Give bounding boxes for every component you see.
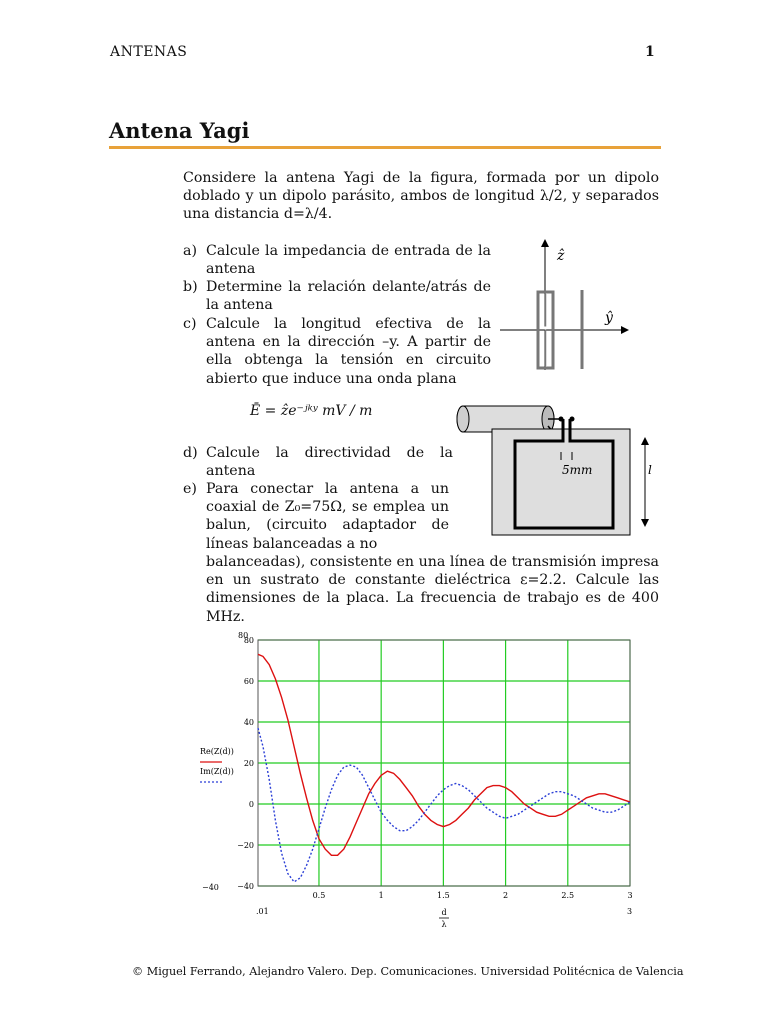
question-e: [183, 480, 449, 553]
question-a: [183, 242, 491, 278]
running-header: ANTENAS: [110, 44, 188, 60]
y-tick-label: −20: [237, 841, 254, 850]
question-text: Calcule la directividad de la antena: [206, 445, 453, 480]
x-axis-label-numerator: d: [441, 908, 447, 917]
x-tick-label: 2.5: [561, 891, 575, 900]
yagi-antenna-figure: [495, 232, 635, 372]
x-tick-label: 2: [503, 891, 509, 900]
y-tick-label: 80: [243, 636, 254, 645]
x-range-end-label: 3: [627, 907, 633, 916]
electric-field-formula: Ē = ẑe⁻ʲᵏʸ mV / m: [250, 403, 373, 419]
chart-legend: [200, 747, 234, 782]
series-re-line: [258, 654, 630, 855]
section-title: Antena Yagi: [109, 118, 250, 143]
y-tick-label: 60: [243, 677, 254, 686]
y-tick-label: 40: [243, 718, 254, 727]
question-label: a): [183, 243, 197, 259]
impedance-chart: [190, 628, 650, 938]
question-text: Para conectar la antena a un coaxial de Z₀=75Ω, se emplea un balun, (circuito adaptador de líneas balanceadas a no: [206, 481, 449, 552]
chart-series: [258, 654, 630, 882]
question-label: b): [183, 279, 198, 295]
page-footer: © Miguel Ferrando, Alejandro Valero. Dep. Comunicaciones. Universidad Politécnica de Valencia: [132, 965, 684, 978]
z-axis-label: ẑ: [557, 248, 565, 264]
question-text: Calcule la impedancia de entrada de la antena: [206, 243, 491, 278]
y-min-corner-label: −40: [202, 883, 219, 892]
question-b: [183, 278, 491, 314]
y-tick-label: 20: [243, 759, 254, 768]
coaxial-cable: [457, 406, 575, 432]
gap-label: 5mm: [562, 463, 593, 477]
chart-ticks: [237, 636, 632, 900]
question-label: d): [183, 445, 198, 461]
chart-grid: [258, 640, 630, 886]
question-text: Determine la relación delante/atrás de la antena: [206, 279, 491, 314]
x-tick-label: 1.5: [437, 891, 450, 900]
length-label: l: [648, 463, 652, 477]
question-e-continuation: balanceadas), consistente en una línea de transmisión impresa en un sustrato de constante dieléctrica ε=2.2. Calcule las dimensiones de la placa. La frecuencia de trabajo es de 400 MHz.: [206, 554, 659, 625]
x-range-start-label: .01: [256, 907, 269, 916]
question-label: e): [183, 481, 197, 497]
question-label: c): [183, 316, 197, 332]
y-tick-label: 0: [248, 800, 254, 809]
question-d: [183, 444, 453, 480]
series-im-line: [258, 728, 630, 882]
y-tick-label: −40: [237, 882, 254, 891]
x-tick-label: 0.5: [312, 891, 326, 900]
question-text: Calcule la longitud efectiva de la antena en la dirección –y. A partir de ella obtenga la tensión en circuito abierto que induce una onda plana: [206, 316, 491, 387]
balun-figure: [455, 400, 665, 540]
x-axis-label: [439, 908, 449, 929]
x-tick-label: 3: [627, 891, 633, 900]
y-axis-label: ŷ: [605, 310, 613, 326]
legend-re-label: Re(Z(d)): [200, 747, 234, 756]
question-c: [183, 315, 491, 388]
substrate-plate: [492, 429, 630, 535]
x-axis-label-denominator: λ: [441, 920, 447, 929]
legend-im-label: Im(Z(d)): [200, 767, 234, 776]
page-number: 1: [645, 44, 655, 60]
y-max-label: 80: [238, 631, 249, 640]
title-underline: [109, 146, 661, 149]
intro-paragraph: Considere la antena Yagi de la figura, formada por un dipolo doblado y un dipolo parásito, ambos de longitud λ/2, y separados una distancia d=λ/4.: [183, 170, 659, 223]
x-tick-label: 1: [378, 891, 384, 900]
